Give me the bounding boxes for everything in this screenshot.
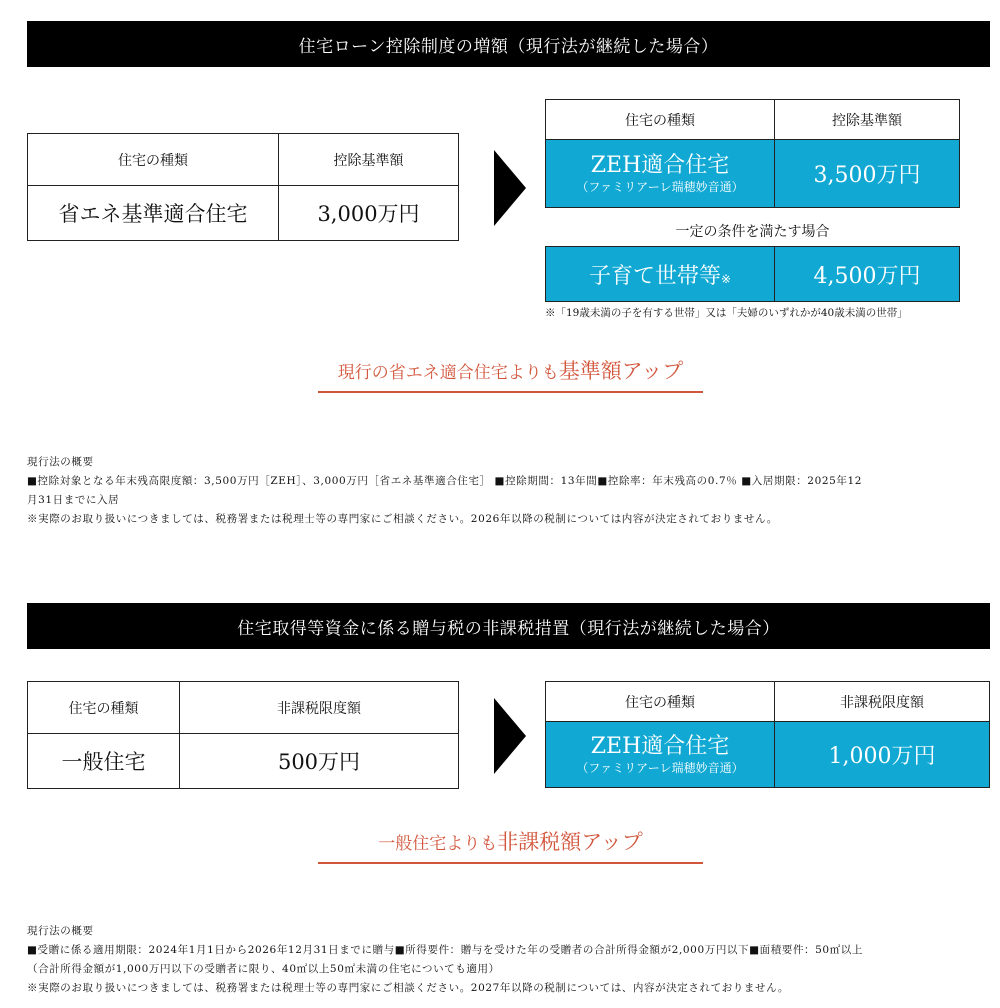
tagline	[318, 355, 703, 385]
law-summary	[27, 922, 992, 998]
header-house-type: 住宅の種類	[546, 100, 775, 140]
law-title: 現行法の概要	[27, 925, 94, 937]
tagline-small: 現行の省エネ適合住宅よりも	[337, 363, 559, 383]
header-deduction-amount: 控除基準額	[775, 100, 960, 140]
law-disclaimer: ※実際のお取り扱いにつきましては、税務署または税理士等の専門家にご相談ください。2026年以降の税制については内容が決定されておりません。	[27, 513, 778, 525]
deduction-amount-cell: 3,000万円	[279, 186, 459, 241]
tagline-underline	[318, 391, 703, 393]
property-name: （ファミリアーレ瑞穂妙音通）	[576, 760, 744, 775]
condition-label: 一定の条件を満たす場合	[675, 224, 830, 240]
exemption-amount-cell: 500万円	[180, 734, 459, 789]
tagline-big: 基準額アップ	[558, 359, 684, 383]
zeh-deduction-table	[545, 99, 960, 208]
footnote-mark: ※	[720, 271, 732, 286]
law-summary	[27, 453, 992, 529]
zeh-exemption-table	[545, 681, 990, 788]
header-exemption-limit: 非課税限度額	[180, 682, 459, 734]
tagline	[318, 826, 703, 856]
law-line: （合計所得金額が1,000万円以下の受贈者に限り、40㎡以上50㎡未満の住宅についても適用）	[27, 963, 500, 975]
law-line: 月31日までに入居	[27, 494, 120, 506]
tagline-small: 一般住宅よりも	[378, 834, 498, 854]
house-type-cell: 一般住宅	[28, 734, 180, 789]
tagline-underline	[318, 862, 703, 864]
child-household-table	[545, 246, 960, 302]
law-line: ■控除対象となる年末残高限度額：3,500万円［ZEH］、3,000万円［省エネ基準適合住宅］ ■控除期間：13年間■控除率：年末残高の0.7％ ■入居期限：2025年12	[27, 475, 863, 487]
general-house-table	[27, 681, 459, 789]
law-line: ■受贈に係る適用期限：2024年1月1日から2026年12月31日までに贈与■所得要件：贈与を受けた年の受贈者の合計所得金額が2,000万円以下■面積要件：50㎡以上	[27, 944, 864, 956]
right-arrow-icon	[494, 150, 526, 226]
header-house-type: 住宅の種類	[546, 682, 775, 722]
zeh-house-label: ZEH適合住宅	[590, 733, 730, 759]
tagline-big: 非課税額アップ	[497, 830, 643, 854]
zeh-house-cell	[546, 722, 775, 788]
zeh-house-cell	[546, 140, 775, 208]
property-name: （ファミリアーレ瑞穂妙音通）	[576, 179, 744, 194]
law-title: 現行法の概要	[27, 456, 94, 468]
house-type-cell: 省エネ基準適合住宅	[28, 186, 279, 241]
header-exemption-limit: 非課税限度額	[775, 682, 990, 722]
child-household-label: 子育て世帯等	[588, 263, 721, 289]
child-household-note: ※「19歳未満の子を有する世帯」又は「夫婦のいずれかが40歳未満の世帯」	[545, 307, 908, 319]
law-disclaimer: ※実際のお取り扱いにつきましては、税務署または税理士等の専門家にご相談ください。2027年以降の税制については、内容が決定されておりません。	[27, 982, 789, 994]
header-house-type: 住宅の種類	[28, 682, 180, 734]
zeh-deduction-amount: 3,500万円	[775, 140, 960, 208]
right-arrow-icon	[494, 698, 526, 774]
child-household-cell	[546, 247, 775, 302]
loan-deduction-banner: 住宅ローン控除制度の増額（現行法が継続した場合）	[27, 21, 990, 67]
standard-deduction-table	[27, 133, 459, 241]
header-house-type: 住宅の種類	[28, 134, 279, 186]
header-deduction-amount: 控除基準額	[279, 134, 459, 186]
zeh-exemption-amount: 1,000万円	[775, 722, 990, 788]
child-household-amount: 4,500万円	[775, 247, 960, 302]
gift-tax-banner: 住宅取得等資金に係る贈与税の非課税措置（現行法が継続した場合）	[27, 603, 990, 649]
zeh-house-label: ZEH適合住宅	[590, 152, 730, 178]
